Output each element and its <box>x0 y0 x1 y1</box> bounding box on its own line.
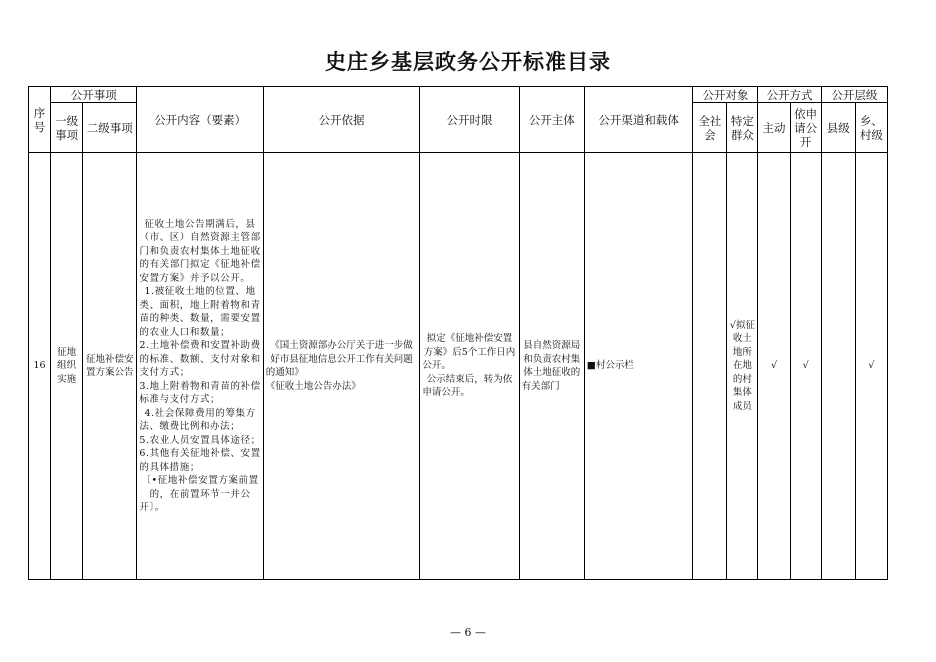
header-target-all: 全社会 <box>693 103 727 153</box>
page-title: 史庄乡基层政务公开标准目录 <box>325 50 611 74</box>
header-subject: 公开主体 <box>519 87 584 153</box>
catalog-table <box>28 86 888 580</box>
header-content: 公开内容（要素） <box>137 87 263 153</box>
cell-target-specific: √拟征收土地所在地的村集体成员 <box>727 153 758 580</box>
cell-level1: 征地组织实施 <box>51 153 83 580</box>
header-items-group: 公开事项 <box>51 87 137 103</box>
cell-mode-active: √ <box>758 153 790 580</box>
cell-subject: 县自然资源局和负责农村集体土地征收的有关部门 <box>519 153 584 580</box>
cell-level2: 征地补偿安置方案公告 <box>83 153 137 580</box>
cell-basis: 《国土资源部办公厅关于进一步做好市县征地信息公开工作有关问题的通知》 《征收土地公告办法》 <box>263 153 420 580</box>
header-mode-request: 依申请公开 <box>790 103 821 153</box>
cell-mode-request: √ <box>790 153 821 580</box>
table-row <box>29 153 888 580</box>
header-basis: 公开依据 <box>263 87 420 153</box>
header-level-county: 县级 <box>821 103 855 153</box>
header-level1: 一级事项 <box>51 103 83 153</box>
cell-content: 征收土地公告期满后，县（市、区）自然资源主管部门和负责农村集体土地征收的有关部门拟定《征地补偿安置方案》并予以公开。 1.被征收土地的位置、地类、面积，地上附着物和青苗的种类、数量，需要安置的农业人口和数量； 2.土地补偿费和安置补助费的标准、数额、支付对象和支付方式； 3.地上附着物和青苗的补偿标准与支付方式； 4.社会保障费用的筹集方法、缴费比例和办法； 5.农业人员安置具体途径； 6.其他有关征地补偿、安置的具体措施； 〔•征地补偿安置方案前置的，在前置环节一并公开〕。 <box>137 153 263 580</box>
header-target-group: 公开对象 <box>693 87 758 103</box>
page-number: — 6 — <box>450 626 486 639</box>
header-mode-active: 主动 <box>758 103 790 153</box>
header-level-group: 公开层级 <box>821 87 887 103</box>
header-level2: 二级事项 <box>83 103 137 153</box>
header-seq: 序号 <box>29 87 51 153</box>
cell-channel: ■村公示栏 <box>584 153 692 580</box>
header-row-1 <box>29 87 888 103</box>
header-time-limit: 公开时限 <box>420 87 519 153</box>
header-channel: 公开渠道和载体 <box>584 87 692 153</box>
header-mode-group: 公开方式 <box>758 87 821 103</box>
header-target-specific: 特定群众 <box>727 103 758 153</box>
cell-seq: 16 <box>29 153 51 580</box>
header-level-town: 乡、村级 <box>855 103 887 153</box>
cell-level-town: √ <box>855 153 887 580</box>
cell-level-county <box>821 153 855 580</box>
cell-target-all <box>693 153 727 580</box>
cell-time-limit: 拟定《征地补偿安置方案》后5个工作日内公开。 公示结束后，转为依申请公开。 <box>420 153 519 580</box>
